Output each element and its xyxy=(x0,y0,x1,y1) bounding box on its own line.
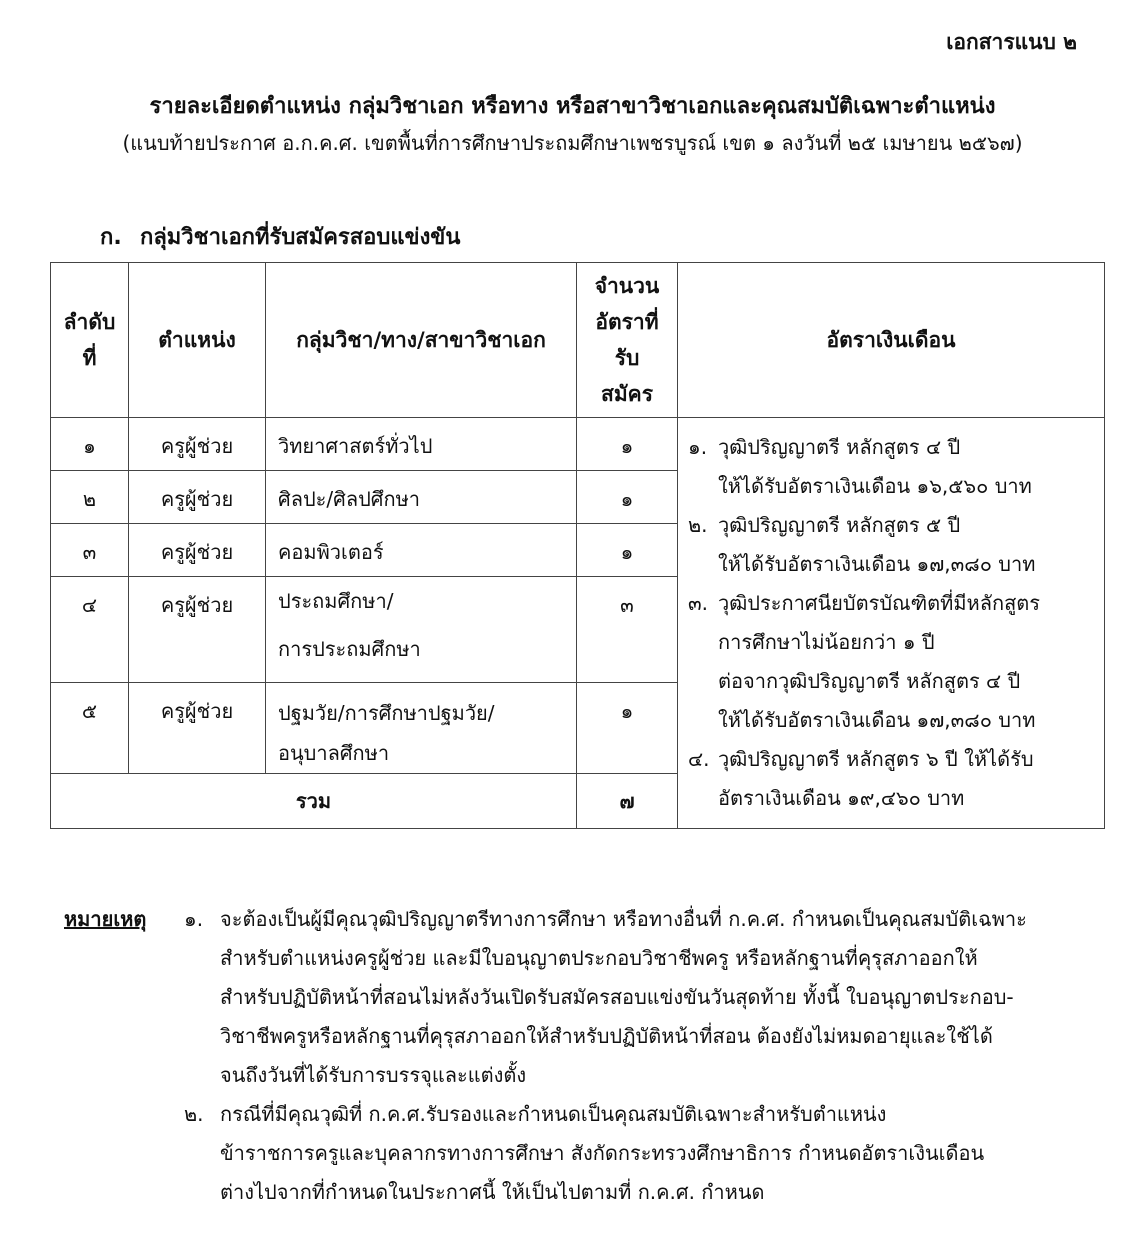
salary-item xyxy=(688,584,1092,740)
row-no: ๓ xyxy=(51,524,129,577)
salary-line: วุฒิปริญญาตรี หลักสูตร ๕ ปี xyxy=(718,513,961,537)
row-subject-line: อนุบาลศึกษา xyxy=(278,741,390,765)
note-line: จะต้องเป็นผู้มีคุณวุฒิปริญญาตรีทางการศึกษา หรือทางอื่นที่ ก.ค.ศ. กำหนดเป็นคุณสมบัติเฉพาะ xyxy=(220,907,1027,931)
section-heading xyxy=(100,219,460,254)
note-line: ต่างไปจากที่กำหนดในประกาศนี้ ให้เป็นไปตามที่ ก.ค.ศ. กำหนด xyxy=(220,1180,765,1204)
notes-section xyxy=(64,900,1084,1212)
note-line: ข้าราชการครูและบุคลากรทางการศึกษา สังกัดกระทรวงศึกษาธิการ กำหนดอัตราเงินเดือน xyxy=(220,1141,985,1165)
col-header-order-line: ที่ xyxy=(82,346,97,370)
row-count: ๑ xyxy=(577,418,678,471)
document-title: รายละเอียดตำแหน่ง กลุ่มวิชาเอก หรือทาง หรือสาขาวิชาเอกและคุณสมบัติเฉพาะตำแหน่ง xyxy=(149,94,996,119)
row-subject-line: การประถมศึกษา xyxy=(278,637,421,661)
col-header-count-line: อัตราที่ xyxy=(595,310,659,334)
row-count: ๑ xyxy=(577,683,678,774)
note-item xyxy=(184,900,1084,1095)
col-header-subject: กลุ่มวิชา/ทาง/สาขาวิชาเอก xyxy=(266,263,577,418)
salary-item xyxy=(688,740,1092,818)
row-count: ๑ xyxy=(577,524,678,577)
salary-item-number: ๔. xyxy=(688,747,710,771)
salary-item xyxy=(688,506,1092,584)
row-position: ครูผู้ช่วย xyxy=(129,577,266,683)
salary-line: ต่อจากวุฒิปริญญาตรี หลักสูตร ๔ ปี xyxy=(718,669,1021,693)
document-subtitle: (แนบท้ายประกาศ อ.ก.ค.ศ. เขตพื้นที่การศึกษาประถมศึกษาเพชรบูรณ์ เขต ๑ ลงวันที่ ๒๕ เมษายน ๒๕๖๗) xyxy=(122,131,1023,155)
salary-line: วุฒิปริญญาตรี หลักสูตร ๔ ปี xyxy=(718,435,961,459)
note-line: สำหรับตำแหน่งครูผู้ช่วย และมีใบอนุญาตประกอบวิชาชีพครู หรือหลักฐานที่คุรุสภาออกให้ xyxy=(220,946,978,970)
salary-line: วุฒิประกาศนียบัตรบัณฑิตที่มีหลักสูตร xyxy=(718,591,1041,615)
positions-table xyxy=(50,262,1105,829)
salary-line: วุฒิปริญญาตรี หลักสูตร ๖ ปี ให้ได้รับ xyxy=(718,747,1034,771)
row-subject-line: ประถมศึกษา/ xyxy=(278,589,394,613)
note-line: จนถึงวันที่ได้รับการบรรจุและแต่งตั้ง xyxy=(220,1063,527,1087)
row-subject: ศิลปะ/ศิลปศึกษา xyxy=(266,471,577,524)
salary-item-number: ๓. xyxy=(688,591,709,615)
col-header-salary: อัตราเงินเดือน xyxy=(678,263,1105,418)
total-count: ๗ xyxy=(577,774,678,829)
row-subject: คอมพิวเตอร์ xyxy=(266,524,577,577)
salary-item-number: ๒. xyxy=(688,513,708,537)
col-header-position: ตำแหน่ง xyxy=(129,263,266,418)
row-no: ๑ xyxy=(51,418,129,471)
row-no: ๒ xyxy=(51,471,129,524)
salary-line: ให้ได้รับอัตราเงินเดือน ๑๗,๓๘๐ บาท xyxy=(718,708,1036,732)
salary-line: ให้ได้รับอัตราเงินเดือน ๑๖,๕๖๐ บาท xyxy=(718,474,1032,498)
row-position: ครูผู้ช่วย xyxy=(129,471,266,524)
row-no: ๔ xyxy=(51,577,129,683)
note-item xyxy=(184,1095,1084,1212)
row-count: ๑ xyxy=(577,471,678,524)
salary-item xyxy=(688,428,1092,506)
col-header-order xyxy=(51,263,129,418)
row-no: ๕ xyxy=(51,683,129,774)
salary-line: อัตราเงินเดือน ๑๙,๔๖๐ บาท xyxy=(718,786,965,810)
salary-line: การศึกษาไม่น้อยกว่า ๑ ปี xyxy=(718,630,935,654)
table-row xyxy=(51,418,1105,471)
salary-cell xyxy=(678,418,1105,829)
salary-line: ให้ได้รับอัตราเงินเดือน ๑๗,๓๘๐ บาท xyxy=(718,552,1036,576)
section-letter: ก. xyxy=(100,225,122,250)
attachment-label: เอกสารแนบ ๒ xyxy=(946,30,1077,54)
row-subject xyxy=(266,683,577,774)
row-subject: วิทยาศาสตร์ทั่วไป xyxy=(266,418,577,471)
col-header-count-line: สมัคร xyxy=(601,382,653,406)
row-subject-line: ปฐมวัย/การศึกษาปฐมวัย/ xyxy=(278,701,495,725)
row-count: ๓ xyxy=(577,577,678,683)
notes-heading: หมายเหตุ xyxy=(64,907,147,931)
salary-item-number: ๑. xyxy=(688,435,708,459)
row-subject xyxy=(266,577,577,683)
table-header-row xyxy=(51,263,1105,418)
note-line: สำหรับปฏิบัติหน้าที่สอนไม่หลังวันเปิดรับสมัครสอบแข่งขันวันสุดท้าย ทั้งนี้ ใบอนุญาตประกอบ- xyxy=(220,985,1014,1009)
row-position: ครูผู้ช่วย xyxy=(129,524,266,577)
note-line: วิชาชีพครูหรือหลักฐานที่คุรุสภาออกให้สำหรับปฏิบัติหน้าที่สอน ต้องยังไม่หมดอายุและใช้ได้ xyxy=(220,1024,993,1048)
row-position: ครูผู้ช่วย xyxy=(129,683,266,774)
total-label: รวม xyxy=(51,774,577,829)
note-line: กรณีที่มีคุณวุฒิที่ ก.ค.ศ.รับรองและกำหนดเป็นคุณสมบัติเฉพาะสำหรับตำแหน่ง xyxy=(220,1102,887,1126)
row-position: ครูผู้ช่วย xyxy=(129,418,266,471)
section-title: กลุ่มวิชาเอกที่รับสมัครสอบแข่งขัน xyxy=(140,225,461,250)
note-number: ๒. xyxy=(184,1102,204,1126)
note-number: ๑. xyxy=(184,907,204,931)
col-header-count-line: จำนวน xyxy=(594,274,660,298)
col-header-count-line: รับ xyxy=(614,346,640,370)
col-header-order-line: ลำดับ xyxy=(63,310,116,334)
col-header-count xyxy=(577,263,678,418)
